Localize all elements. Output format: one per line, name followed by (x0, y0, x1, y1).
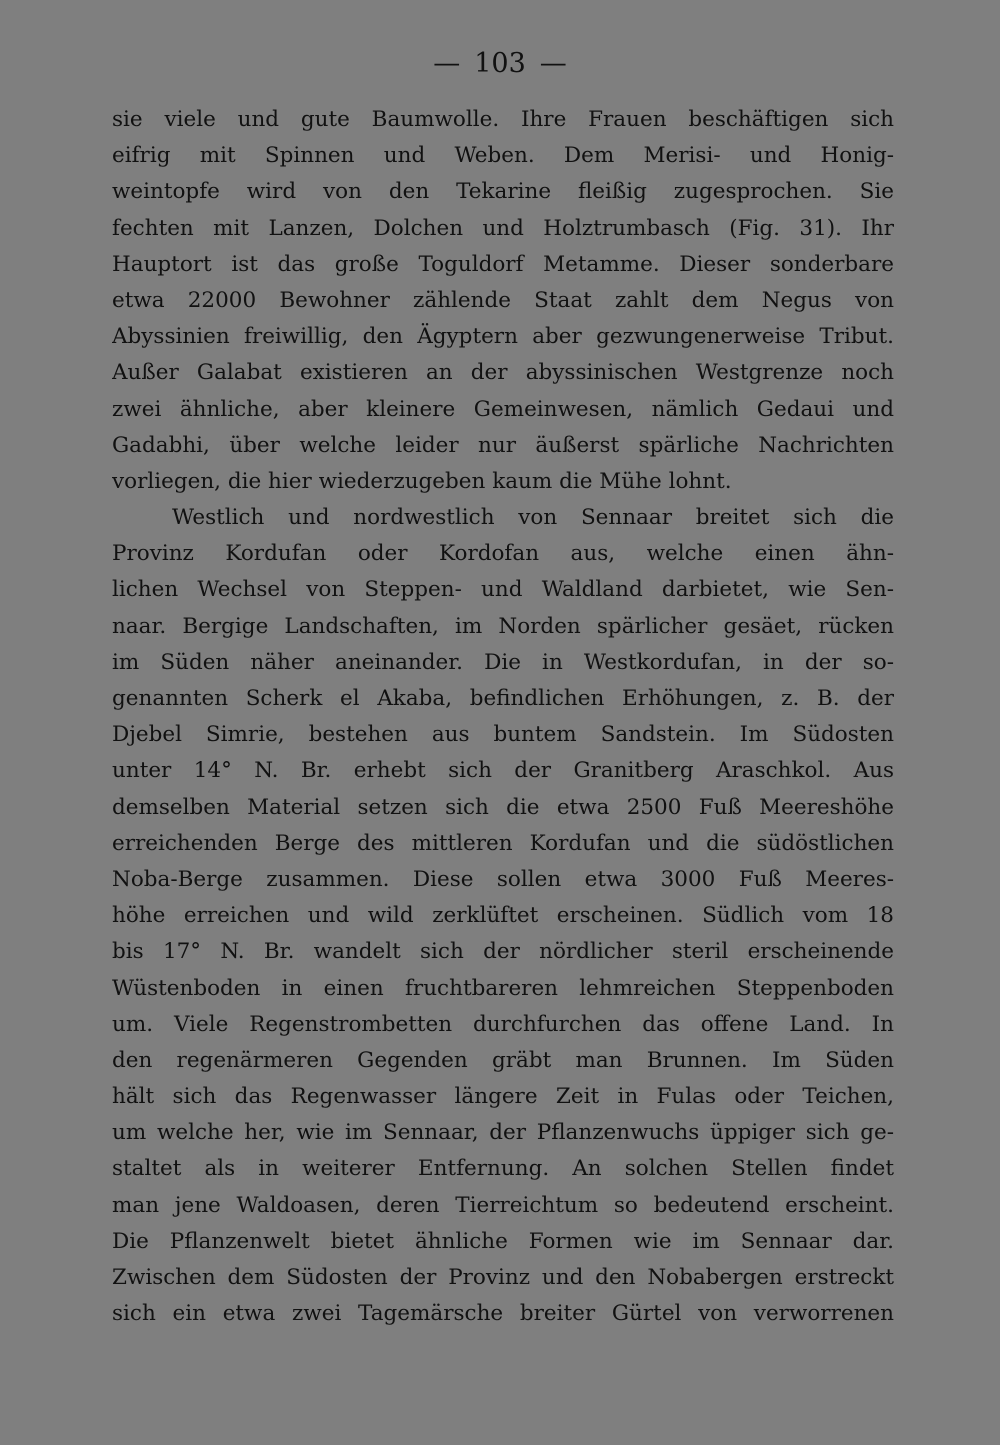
text-line: genannten Scherk el Akaba, befindlichen Erhöhungen, z. B. der (112, 686, 894, 711)
text-line: demselben Material setzen sich die etwa 2500 Fuß Meereshöhe (112, 794, 894, 820)
text-line: Provinz Kordufan oder Kordofan aus, welche einen ähn- (112, 541, 894, 567)
text-line: Zwischen dem Südosten der Provinz und den Nobabergen erstreckt (112, 1265, 894, 1290)
text-line: um. Viele Regenstrombetten durchfurchen das offene Land. In (112, 1011, 894, 1037)
text-line: höhe erreichen und wild zerklüftet erscheinen. Südlich vom 18 (112, 903, 894, 929)
text-line: bis 17° N. Br. wandelt sich der nördlicher steril erscheinende (112, 939, 894, 965)
text-line: Außer Galabat existieren an der abyssinischen Westgrenze noch (112, 360, 894, 386)
text-line: man jene Waldoasen, deren Tierreichtum so bedeutend erscheint. (112, 1192, 894, 1218)
text-line: weintopfe wird von den Tekarine fleißig zugesprochen. Sie (112, 179, 894, 205)
text-line: fechten mit Lanzen, Dolchen und Holztrumbasch (Fig. 31). Ihr (112, 215, 894, 241)
paragraph-start-line: Westlich und nordwestlich von Sennaar breitet sich die (172, 505, 894, 531)
page-header (0, 48, 1000, 79)
header-dash-right: — (539, 48, 567, 79)
header-dash-left: — (433, 48, 461, 79)
text-line: Djebel Simrie, bestehen aus buntem Sandstein. Im Südosten (112, 722, 894, 748)
text-line: staltet als in weiterer Entfernung. An solchen Stellen findet (112, 1156, 894, 1182)
text-line: um welche her, wie im Sennaar, der Pflanzenwuchs üppiger sich ge- (112, 1120, 894, 1146)
text-line: etwa 22000 Bewohner zählende Staat zahlt dem Negus von (112, 287, 894, 313)
text-line: im Süden näher aneinander. Die in Westkordufan, in der so- (112, 649, 894, 675)
text-line: eifrig mit Spinnen und Weben. Dem Merisi- und Honig- (112, 143, 894, 169)
text-line: Hauptort ist das große Toguldorf Metamme. Dieser sonderbare (112, 251, 894, 277)
paragraph-end-line: vorliegen, die hier wiederzugeben kaum die Mühe lohnt. (112, 468, 732, 494)
text-line: Die Pflanzenwelt bietet ähnliche Formen wie im Sennaar dar. (112, 1228, 894, 1254)
text-line: naar. Bergige Landschaften, im Norden spärlicher gesäet, rücken (112, 613, 894, 639)
text-line: zwei ähnliche, aber kleinere Gemeinwesen, nämlich Gedaui und (112, 396, 894, 422)
text-line: unter 14° N. Br. erhebt sich der Granitberg Araschkol. Aus (112, 758, 894, 784)
text-line: erreichenden Berge des mittleren Kordufan und die südöstlichen (112, 830, 894, 856)
text-line: sie viele und gute Baumwolle. Ihre Frauen beschäftigen sich (112, 107, 894, 132)
text-line: Gadabhi, über welche leider nur äußerst spärliche Nachrichten (112, 432, 894, 458)
text-line: Abyssinien freiwillig, den Ägyptern aber gezwungenerweise Tribut. (112, 324, 894, 350)
text-line: Wüstenboden in einen fruchtbareren lehmreichen Steppenboden (112, 975, 894, 1001)
text-line: lichen Wechsel von Steppen- und Waldland darbietet, wie Sen- (112, 577, 894, 603)
page-number: 103 (474, 48, 526, 79)
text-line: den regenärmeren Gegenden gräbt man Brunnen. Im Süden (112, 1047, 894, 1073)
body-text (112, 102, 894, 1332)
text-line: sich ein etwa zwei Tagemärsche breiter Gürtel von verworrenen (112, 1301, 894, 1327)
text-line: Noba-Berge zusammen. Diese sollen etwa 3000 Fuß Meeres- (112, 866, 894, 892)
text-line: hält sich das Regenwasser längere Zeit in Fulas oder Teichen, (112, 1084, 894, 1110)
